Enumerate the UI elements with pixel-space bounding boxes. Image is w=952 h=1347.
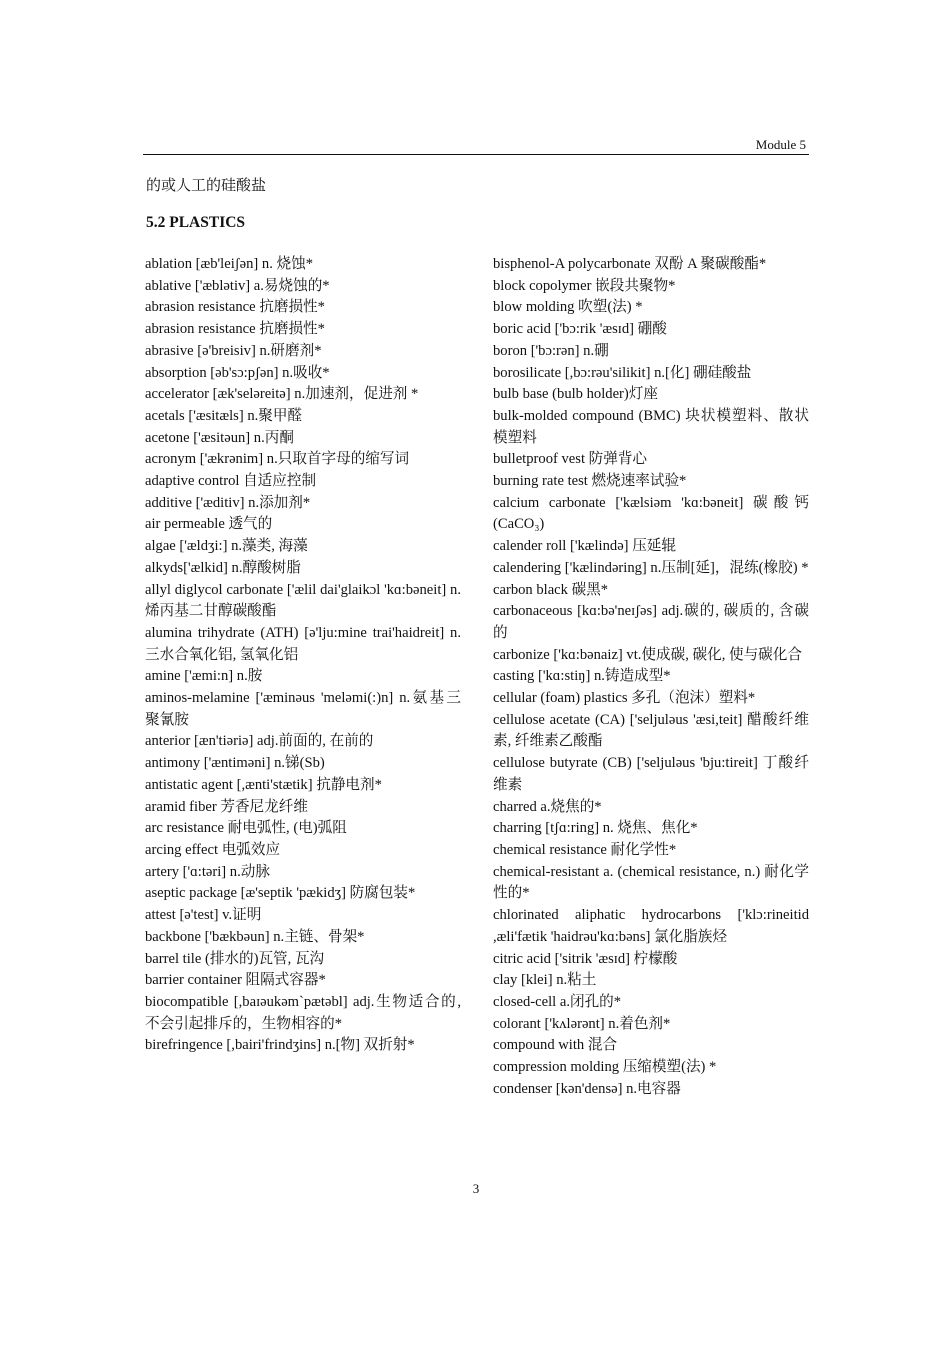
glossary-entry: ablative ['æblətiv] a.易烧蚀的* <box>145 277 330 294</box>
glossary-entry: ablation [æb'leiʃən] n. 烧蚀* <box>145 256 313 272</box>
glossary-entry: absorption [əb'sɔ:pʃən] n.吸收* <box>145 364 330 381</box>
section-title: 5.2 PLASTICS <box>146 214 246 231</box>
glossary-entry: barrel tile (排水的)瓦管, 瓦沟 <box>145 950 325 967</box>
glossary-entry: antimony ['æntiməni] n.锑(Sb) <box>145 755 325 772</box>
glossary-entry: cellulose butyrate (CB) ['seljuləus 'bju:tireit] 丁酸纤维素 <box>493 755 809 793</box>
glossary-left-column <box>145 254 461 1057</box>
glossary-entry: alumina trihydrate (ATH) [ə'lju:mine trai'haidreit] n.三水合氧化铝, 氢氧化铝 <box>145 624 461 663</box>
glossary-entry: carbon black 碳黑* <box>493 581 609 598</box>
glossary-entry: carbonaceous [kɑ:bə'neɪʃəs] adj.碳的, 碳质的, 含碳的 <box>493 603 809 641</box>
glossary-entry: air permeable 透气的 <box>145 516 273 533</box>
glossary-entry: accelerator [æk'seləreitə] n.加速剂，促进剂 * <box>145 386 419 403</box>
glossary-entry: arcing effect 电弧效应 <box>145 841 281 858</box>
glossary-entry: calcium carbonate ['kælsiəm 'kɑ:bəneit] 碳酸钙(CaCO₃) <box>493 494 809 533</box>
glossary-entry: birefringence [,bairi'frindʒins] n.[物] 双折射* <box>145 1037 415 1054</box>
glossary-entry: adaptive control 自适应控制 <box>145 473 317 490</box>
glossary-entry: burning rate test 燃烧速率试验* <box>493 473 687 490</box>
glossary-entry: boric acid ['bɔ:rik 'æsɪd] 硼酸 <box>493 321 667 338</box>
glossary-entry: antistatic agent [,ænti'stætik] 抗静电剂* <box>145 776 382 793</box>
glossary-entry: acronym ['ækrənim] n.只取首字母的缩写词 <box>145 451 410 468</box>
intro-line: 的或人工的硅酸盐 <box>146 178 267 194</box>
glossary-entry: borosilicate [,bɔ:rəu'silikit] n.[化] 硼硅酸盐 <box>493 364 752 381</box>
glossary-entry: chemical resistance 耐化学性* <box>493 841 677 858</box>
glossary-entry: compression molding 压缩模塑(法) * <box>493 1059 717 1076</box>
glossary-entry: cellular (foam) plastics 多孔（泡沫）塑料* <box>493 690 756 707</box>
glossary-right-column <box>493 254 809 1100</box>
glossary-entry: bisphenol-A polycarbonate 双酚 A 聚碳酸酯* <box>493 256 767 272</box>
page-number: 3 <box>472 1181 480 1196</box>
glossary-entry: charring [tʃɑ:ring] n. 烧焦、焦化* <box>493 820 698 837</box>
glossary-entry: algae ['ældʒi:] n.藻类, 海藻 <box>145 538 308 555</box>
glossary-entry: aramid fiber 芳香尼龙纤维 <box>145 798 308 815</box>
glossary-entry: arc resistance 耐电弧性, (电)弧阻 <box>145 820 347 837</box>
glossary-entry: charred a.烧焦的* <box>493 798 602 815</box>
glossary-entry: acetone ['æsitəun] n.丙酮 <box>145 429 294 446</box>
glossary-entry: chlorinated aliphatic hydrocarbons ['klɔ:rineitid ,æli'fætik 'haidrəu'kɑ:bəns] 氯化脂族烃 <box>493 907 809 945</box>
glossary-entry: abrasive [ə'breisiv] n.研磨剂* <box>145 342 322 359</box>
glossary-entry: barrier container 阻隔式容器* <box>145 972 326 989</box>
glossary-entry: carbonize ['kɑ:bənaiz] vt.使成碳, 碳化, 使与碳化合 <box>493 646 802 663</box>
glossary-entry: acetals ['æsitæls] n.聚甲醛 <box>145 407 303 424</box>
glossary-entry: artery ['ɑ:təri] n.动脉 <box>145 863 270 880</box>
glossary-entry: citric acid ['sitrik 'æsɪd] 柠檬酸 <box>493 950 678 967</box>
glossary-entry: abrasion resistance 抗磨损性* <box>145 299 325 316</box>
glossary-entry: blow molding 吹塑(法) * <box>493 299 643 316</box>
glossary-entry: amine ['æmi:n] n.胺 <box>145 668 263 685</box>
glossary-entry: calender roll ['kælində] 压延辊 <box>493 538 676 555</box>
glossary-entry: condenser [kən'densə] n.电容器 <box>493 1080 681 1097</box>
glossary-entry: backbone ['bækbəun] n.主链、骨架* <box>145 928 365 945</box>
glossary-entry: calendering ['kælindəring] n.压制[延]，混练(橡胶) * <box>493 559 809 576</box>
glossary-entry: attest [ə'test] v.证明 <box>145 907 262 924</box>
glossary-entry: bulb base (bulb holder)灯座 <box>493 386 658 403</box>
glossary-entry: aseptic package [æ'septik 'pækidʒ] 防腐包装* <box>145 885 416 902</box>
glossary-entry: alkyds['ælkid] n.醇酸树脂 <box>145 559 301 576</box>
glossary-entry: cellulose acetate (CA) ['seljuləus 'æsi,teit] 醋酸纤维素, 纤维素乙酸酯 <box>493 711 809 750</box>
glossary-entry: block copolymer 嵌段共聚物* <box>493 277 676 294</box>
glossary-entry: closed-cell a.闭孔的* <box>493 993 622 1010</box>
glossary-entry: allyl diglycol carbonate ['ælil dai'glaikɔl 'kɑ:bəneit] n.烯丙基二甘醇碳酸酯 <box>145 581 461 620</box>
glossary-entry: compound with 混合 <box>493 1037 618 1054</box>
glossary-entry: anterior [æn'tiəriə] adj.前面的, 在前的 <box>145 733 374 750</box>
glossary-entry: chemical-resistant a. (chemical resistance, n.) 耐化学性的* <box>493 863 809 902</box>
glossary-entry: abrasion resistance 抗磨损性* <box>145 321 325 338</box>
glossary-entry: bulletproof vest 防弹背心 <box>493 451 648 468</box>
glossary-entry: additive ['æditiv] n.添加剂* <box>145 494 311 511</box>
header-rule <box>143 154 809 155</box>
glossary-entry: biocompatible [,baɪəukəm`pætəbl] adj.生物适合的, 不会引起排斥的，生物相容的* <box>145 993 461 1032</box>
glossary-entry: colorant ['kʌlərənt] n.着色剂* <box>493 1015 671 1032</box>
running-header: Module 5 <box>755 137 806 152</box>
glossary-entry: clay [klei] n.粘土 <box>493 972 597 989</box>
glossary-entry: boron ['bɔ:rən] n.硼 <box>493 342 609 359</box>
glossary-entry: aminos-melamine ['æminəus 'meləmi(:)n] n.氨基三聚氰胺 <box>145 690 461 728</box>
glossary-entry: bulk-molded compound (BMC) 块状模塑料、散状模塑料 <box>493 407 809 446</box>
glossary-entry: casting ['kɑ:stiŋ] n.铸造成型* <box>493 668 671 685</box>
